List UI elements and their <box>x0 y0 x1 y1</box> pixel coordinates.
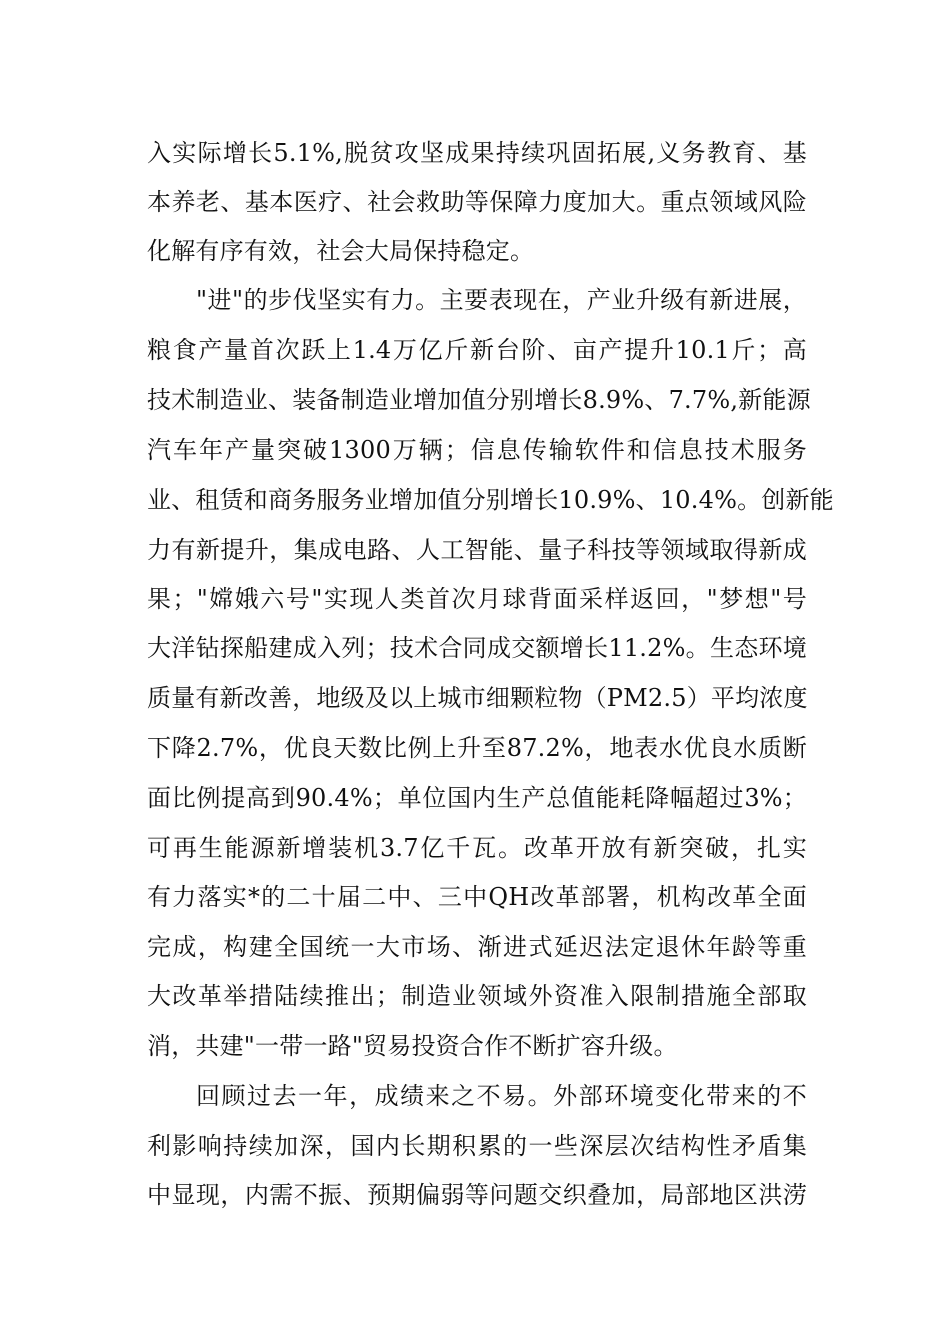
text-line-6: 技术制造业、装备制造业增加值分别增长8.9%、7.7%,新能源 <box>147 386 811 414</box>
text-line-14: 面比例提高到90.4%；单位国内生产总值能耗降幅超过3%； <box>147 784 807 812</box>
text-line-22: 中显现，内需不振、预期偏弱等问题交织叠加，局部地区洪涝 <box>147 1181 807 1209</box>
text-line-9: 力有新提升，集成电路、人工智能、量子科技等领域取得新成 <box>147 536 807 564</box>
text-line-13: 下降2.7%，优良天数比例上升至87.2%，地表水优良水质断 <box>147 734 807 762</box>
text-line-21: 利影响持续加深，国内长期积累的一些深层次结构性矛盾集 <box>147 1132 807 1160</box>
text-line-2: 本养老、基本医疗、社会救助等保障力度加大。重点领域风险 <box>147 188 807 216</box>
text-line-12: 质量有新改善，地级及以上城市细颗粒物（PM2.5）平均浓度 <box>147 684 808 712</box>
text-line-4: "进"的步伐坚实有力。主要表现在，产业升级有新进展， <box>196 286 807 314</box>
text-line-18: 大改革举措陆续推出；制造业领域外资准入限制措施全部取 <box>147 982 807 1010</box>
text-line-16: 有力落实*的二十届二中、三中QH改革部署，机构改革全面 <box>147 883 807 911</box>
text-line-19: 消，共建"一带一路"贸易投资合作不断扩容升级。 <box>147 1032 678 1060</box>
text-line-3: 化解有序有效，社会大局保持稳定。 <box>147 237 535 265</box>
text-line-1: 入实际增长5.1%,脱贫攻坚成果持续巩固拓展,义务教育、基 <box>147 139 807 167</box>
text-line-20: 回顾过去一年，成绩来之不易。外部环境变化带来的不 <box>196 1082 807 1110</box>
text-line-11: 大洋钻探船建成入列；技术合同成交额增长11.2%。生态环境 <box>147 634 807 662</box>
text-line-15: 可再生能源新增装机3.7亿千瓦。改革开放有新突破，扎实 <box>147 834 807 862</box>
text-line-7: 汽车年产量突破1300万辆；信息传输软件和信息技术服务 <box>147 436 807 464</box>
text-line-10: 果；"嫦娥六号"实现人类首次月球背面采样返回，"梦想"号 <box>147 585 807 613</box>
text-line-5: 粮食产量首次跃上1.4万亿斤新台阶、亩产提升10.1斤；高 <box>147 336 807 364</box>
text-line-8: 业、租赁和商务服务业增加值分别增长10.9%、10.4%。创新能 <box>147 486 834 514</box>
text-line-17: 完成，构建全国统一大市场、渐进式延迟法定退休年龄等重 <box>147 933 807 961</box>
